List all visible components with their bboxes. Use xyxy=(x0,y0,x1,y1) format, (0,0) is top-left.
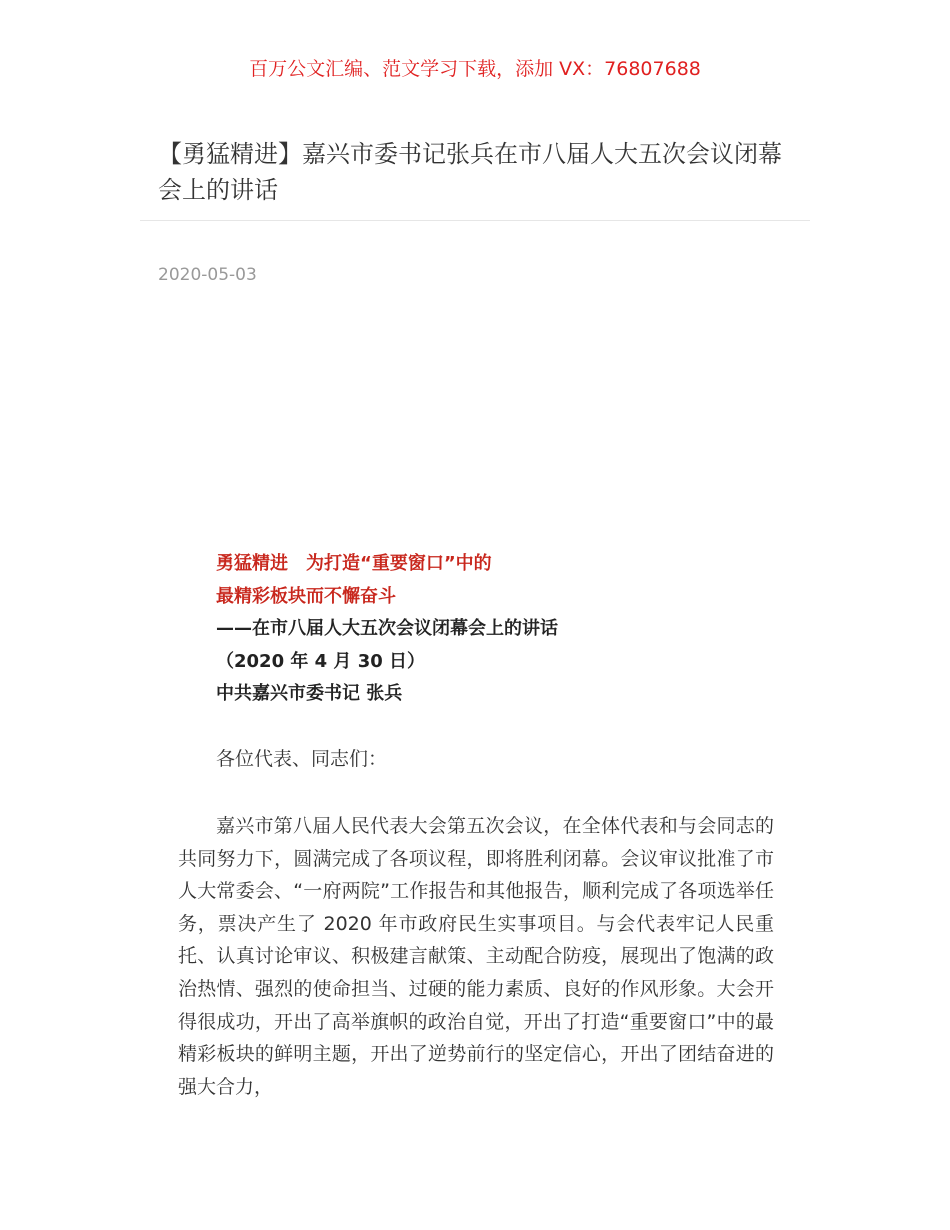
speech-paragraph: 嘉兴市第八届人民代表大会第五次会议，在全体代表和与会同志的共同努力下，圆满完成了各项议程，即将胜利闭幕。会议审议批准了市人大常委会、“一府两院”工作报告和其他报告，顺利完成了各项选举任务，票决产生了 2020 年市政府民生实事项目。与会代表牢记人民重托、认真讨论审议、积极建言献策、主动配合防疫，展现出了饱满的政治热情、强烈的使命担当、过硬的能力素质、良好的作风形象。大会开得很成功，开出了高举旗帜的政治自觉，开出了打造“重要窗口”中的最精彩板块的鲜明主题，开出了逆势前行的坚定信心，开出了团结奋进的强大合力， xyxy=(178,815,774,1098)
speech-subtitle: ——在市八届人大五次会议闭幕会上的讲话 xyxy=(216,618,558,639)
publish-date: 2020-05-03 xyxy=(158,265,257,285)
speech-heading xyxy=(216,548,776,711)
speech-title-line-2: 最精彩板块而不懈奋斗 xyxy=(216,585,396,607)
speech-greeting: 各位代表、同志们： xyxy=(216,748,388,770)
speech-title-line-1: 勇猛精进 为打造“重要窗口”中的 xyxy=(216,553,492,574)
title-divider xyxy=(140,220,810,221)
speech-date: （2020 年 4 月 30 日） xyxy=(216,650,426,672)
article-title: 【勇猛精进】嘉兴市委书记张兵在市八届人大五次会议闭幕会上的讲话 xyxy=(158,140,782,204)
promo-banner: 百万公文汇编、范文学习下载，添加 VX：76807688 xyxy=(249,58,701,80)
speaker-name: 中共嘉兴市委书记 张兵 xyxy=(216,683,403,704)
